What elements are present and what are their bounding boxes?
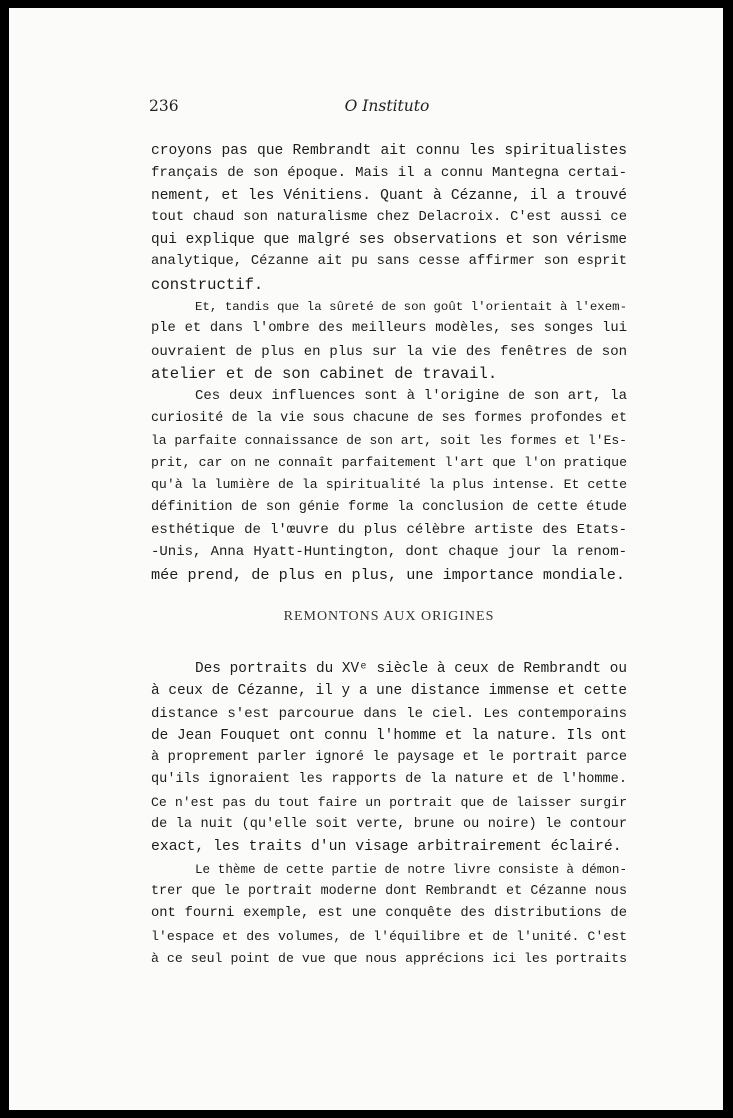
text-line: prit, car on ne connaît parfaitement l'art que l'on pratique xyxy=(151,455,627,471)
text-line: Et, tandis que la sûreté de son goût l'orientait à l'exem- xyxy=(195,300,627,315)
text-line: ouvraient de plus en plus sur la vie des fenêtres de son xyxy=(151,343,627,360)
paragraphs-block-1 xyxy=(151,140,627,586)
text-line: esthétique de l'œuvre du plus célèbre artiste des Etats- xyxy=(151,522,627,539)
text-line: à proprement parler ignoré le paysage et le portrait parce xyxy=(151,750,627,766)
text-line: mée prend, de plus en plus, une importance mondiale. xyxy=(151,565,625,584)
text-line: Le thème de cette partie de notre livre consiste à démon- xyxy=(195,862,627,877)
text-line: ont fourni exemple, est une conquête des distributions de xyxy=(151,906,627,922)
text-line: qui explique que malgré ses observations et son vérisme xyxy=(151,232,627,249)
text-line: exact, les traits d'un visage arbitrairement éclairé. xyxy=(151,839,622,856)
text-line: analytique, Cézanne ait pu sans cesse affirmer son esprit xyxy=(151,254,627,270)
text-line: qu'ils ignoraient les rapports de la nature et de l'homme. xyxy=(151,772,627,788)
book-page xyxy=(9,8,723,1110)
text-line: croyons pas que Rembrandt ait connu les spiritualistes xyxy=(151,143,627,159)
page-header xyxy=(149,97,625,123)
running-title: O Instituto xyxy=(344,97,430,115)
section-heading: REMONTONS AUX ORIGINES xyxy=(283,609,495,624)
text-line: français de son époque. Mais il a connu Mantegna certai- xyxy=(151,165,627,182)
text-line: curiosité de la vie sous chacune de ses formes profondes et xyxy=(151,410,627,426)
text-line: tout chaud son naturalisme chez Delacroix. C'est aussi ce xyxy=(151,209,627,225)
paragraphs-block-2 xyxy=(151,658,627,970)
text-line: l'espace et des volumes, de l'équilibre et de l'unité. C'est xyxy=(151,928,627,944)
text-line: à ce seul point de vue que nous apprécions ici les portraits xyxy=(151,950,627,966)
text-line: Ces deux influences sont à l'origine de son art, la xyxy=(195,388,627,405)
text-line: de Jean Fouquet ont connu l'homme et la nature. Ils ont xyxy=(151,727,627,744)
text-line: la parfaite connaissance de son art, soit les formes et l'Es- xyxy=(151,432,627,448)
text-line: définition de son génie forme la conclusion de cette étude xyxy=(151,499,627,515)
text-line: atelier et de son cabinet de travail. xyxy=(151,364,498,383)
text-line: -Unis, Anna Hyatt-Huntington, dont chaque jour la renom- xyxy=(151,544,627,561)
text-line: nement, et les Vénitiens. Quant à Cézanne, il a trouvé xyxy=(151,187,627,204)
text-line: Ce n'est pas du tout faire un portrait que de laisser surgir xyxy=(151,794,627,810)
text-line: ple et dans l'ombre des meilleurs modèles, ses songes lui xyxy=(151,321,627,337)
text-line: à ceux de Cézanne, il y a une distance immense et cette xyxy=(151,683,627,700)
text-line: Des portraits du XVᵉ siècle à ceux de Rembrandt ou xyxy=(195,661,627,677)
text-line: trer que le portrait moderne dont Rembrandt et Cézanne nous xyxy=(151,883,627,899)
text-line: constructif. xyxy=(151,275,264,294)
text-line: distance s'est parcourue dans le ciel. Les contemporains xyxy=(151,705,627,722)
text-line: qu'à la lumière de la spiritualité la plus intense. Et cette xyxy=(151,477,627,493)
text-line: de la nuit (qu'elle soit verte, brune ou noire) le contour xyxy=(151,817,627,833)
page-number: 236 xyxy=(149,97,179,115)
